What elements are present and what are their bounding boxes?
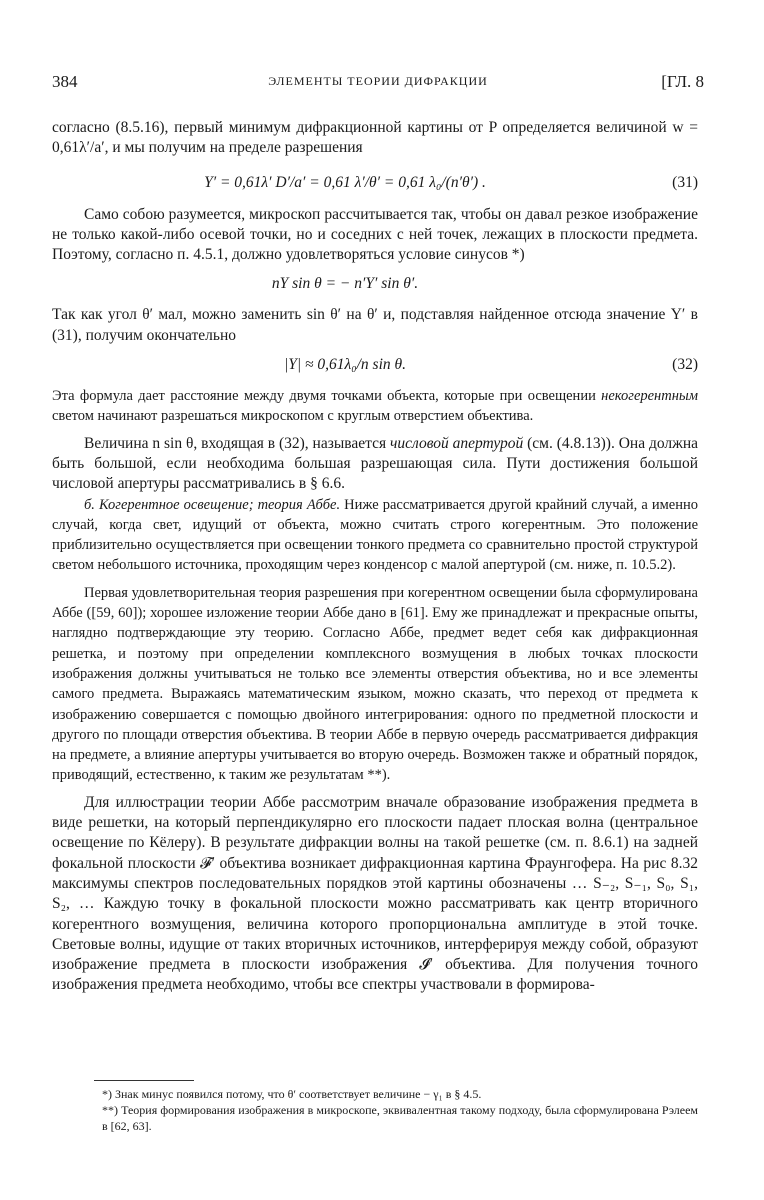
paragraph: Так как угол θ′ мал, можно заменить sin θ′ на θ′ и, подставляя найденное отсюда значение Y′ в (31), получим окончательно — [52, 306, 698, 344]
footnote: *) Знак минус появился потому, что θ′ соответствует величине − γ₁ в § 4.5. — [102, 1087, 482, 1101]
emphasis: некогерентным — [601, 388, 698, 405]
paragraph — [52, 386, 698, 427]
footnote-rule — [94, 1080, 194, 1081]
text-run: (см. (4.8.13)). Она должна быть большой, если необходима большая разрешающая сила. Пути достижения большой числовой апертуры рассматривались в § 6.6. — [52, 434, 699, 493]
section-heading: б. Когерентное освещение; теория Аббе. — [84, 496, 341, 513]
paragraph — [52, 434, 698, 495]
page-header — [52, 72, 704, 96]
running-title: ЭЛЕМЕНТЫ ТЕОРИИ ДИФРАКЦИИ — [268, 74, 488, 88]
paragraph: согласно (8.5.16), первый минимум дифракционной картины от P определяется величиной w = 0,61λ′/a′, и мы получим на пределе разрешения — [52, 119, 698, 157]
text-run: Эта формула дает расстояние между двумя точками объекта, которые при освещении — [52, 388, 602, 405]
text-run: Величина n sin θ, входящая в (32), называется — [84, 434, 390, 452]
page-number: 384 — [52, 72, 78, 91]
page-body — [52, 118, 698, 996]
emphasis: числовой апертурой — [389, 434, 524, 452]
paragraph: Само собою разумеется, микроскоп рассчитывается так, чтобы он давал резкое изображение не только какой-либо осевой точки, но и соседних с ней точек, лежащих в плоскости предмета. Поэтому, согласно п. 4.5.1, должно удовлетворяться условие синусов *) — [52, 205, 698, 264]
equation-32 — [52, 352, 698, 382]
equation-31 — [52, 165, 698, 201]
equation-formula: nY sin θ = − n′Y′ sin θ′. — [271, 275, 419, 293]
text-run: светом начинают разрешаться микроскопом с круглым отверстием объектива. — [52, 408, 534, 425]
equation-sine-condition — [52, 271, 698, 301]
equation-formula: Y′ = 0,61λ′ D′/a′ = 0,61 λ′/θ′ = 0,61 λ₀/(n′θ′) . — [204, 173, 486, 191]
paragraph — [52, 495, 698, 576]
footnote: **) Теория формирования изображения в микроскопе, эквивалентная такому подходу, была сформулирована Рэлеем в [62, 63]. — [102, 1103, 698, 1133]
equation-number: (31) — [672, 173, 698, 191]
paragraph: Первая удовлетворительная теория разрешения при когерентном освещении была сформулирована Аббе ([59, 60]); хорошее изложение теории Аббе дано в [61]. Ему же принадлежат и прекрасные опыты, наглядно подтверждающие эту теорию. Согласно Аббе, предмет ведет себя как дифракционная решетка, и поэтому при определении комплексного возмущения в любых точках плоскости изображения должны учитываться не только все элементы отверстия объектива, но и все элементы самого предмета. Выражаясь математическим языком, можно сказать, что переход от предмета к изображению совершается с помощью двойного интегрирования: одного по предметной плоскости и другого по площади отверстия объектива. В теории Аббе в первую очередь рассматривается дифракция на предмете, а влияние апертуры учитывается во вторую очередь. Возможен также и обратный порядок, приводящий, естественно, к таким же результатам **). — [52, 584, 698, 784]
chapter-label: [ГЛ. 8 — [661, 72, 704, 91]
text-run: Ниже рассматривается другой крайний случай, а именно случай, когда свет, идущий от объекта, можно считать строго когерентным. Это положение приблизительно осуществляется при освещении тонкого предмета со сравнительно простой структурой светом небольшого источника, проходящим через конденсор с малой апертурой (см. ниже, п. 10.5.2). — [52, 496, 698, 574]
paragraph: Для иллюстрации теории Аббе рассмотрим вначале образование изображения предмета в виде решетки, на который перпендикулярно его плоскости падает плоская волна (центральное освещение по Кёлеру). В результате дифракции волны на такой решетке (см. п. 8.6.1) на задней фокальной плоскости 𝓕′ объектива возникает дифракционная картина Фраунгофера. На рис 8.32 максимумы спектров последовательных порядков этой картины обозначены … S₋₂, S₋₁, S₀, S₁, S₂, … Каждую точку в фокальной плоскости можно рассматривать как центр вторичного когерентного возмущения, величина которого пропорциональна амплитуде в этой точке. Световые волны, идущие от таких вторичных источников, интерферируя между собой, образуют изображение предмета в плоскости изображения 𝓘′ объектива. Для получения точного изображения предмета необходимо, чтобы все спектры участвовали в формирова- — [52, 793, 698, 994]
footnotes — [52, 1086, 698, 1134]
equation-number: (32) — [672, 356, 698, 374]
equation-formula: |Y| ≈ 0,61λ₀/n sin θ. — [283, 356, 406, 374]
